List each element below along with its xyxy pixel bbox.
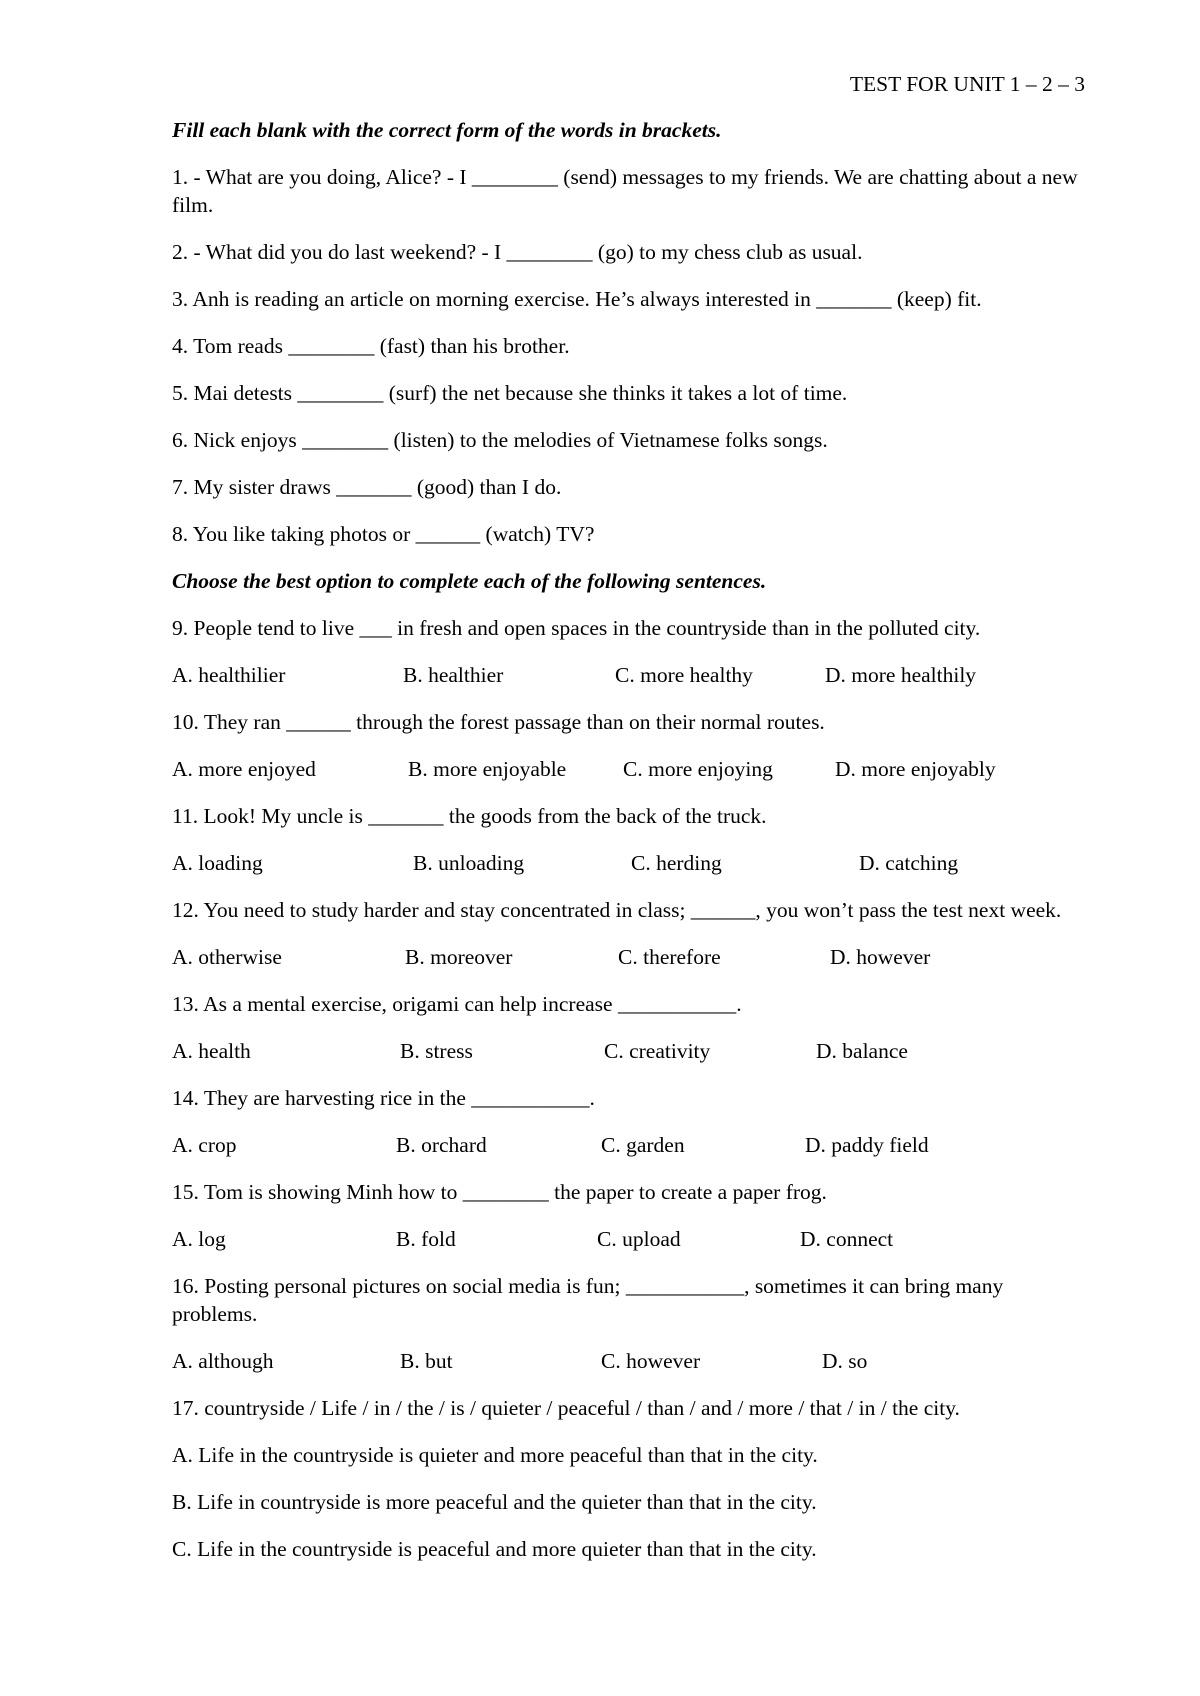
mc-options	[172, 1347, 1092, 1375]
option-b: B. but	[400, 1349, 453, 1373]
mc-options	[172, 943, 1092, 971]
option-c: C. herding	[631, 851, 722, 875]
test-title: TEST FOR UNIT 1 – 2 – 3	[849, 72, 1085, 96]
option-c: C. upload	[597, 1227, 681, 1251]
rearrange-option-c: C. Life in the countryside is peaceful and more quieter than that in the city.	[172, 1537, 817, 1561]
option-b: B. moreover	[405, 945, 513, 969]
mc-options	[172, 1131, 1092, 1159]
option-d: D. paddy field	[805, 1133, 929, 1157]
fill-instruction: Fill each blank with the correct form of the words in brackets.	[172, 118, 722, 142]
option-a: A. more enjoyed	[172, 757, 316, 781]
fill-question: 4. Tom reads ________ (fast) than his brother.	[172, 334, 570, 358]
option-c: C. more healthy	[615, 663, 753, 687]
option-a: A. log	[172, 1227, 226, 1251]
mc-question-stem: 10. They ran ______ through the forest passage than on their normal routes.	[172, 710, 825, 734]
option-c: C. more enjoying	[623, 757, 773, 781]
option-d: D. connect	[800, 1227, 894, 1251]
option-b: B. healthier	[403, 663, 504, 687]
option-a: A. crop	[172, 1133, 237, 1157]
option-b: B. more enjoyable	[408, 757, 567, 781]
option-b: B. orchard	[396, 1133, 487, 1157]
option-d: D. more enjoyably	[835, 757, 996, 781]
option-b: B. stress	[400, 1039, 473, 1063]
option-d: D. catching	[859, 851, 959, 875]
option-a: A. health	[172, 1039, 251, 1063]
option-c: C. creativity	[604, 1039, 711, 1063]
rearrange-question-stem: 17. countryside / Life / in / the / is / quieter / peaceful / than / and / more / that / in / the city.	[172, 1396, 960, 1420]
mc-question-stem: 16. Posting personal pictures on social media is fun; ___________, sometimes it can bring many problems.	[172, 1274, 1004, 1326]
rearrange-option-a: A. Life in the countryside is quieter and more peaceful than that in the city.	[172, 1443, 818, 1467]
rearrange-option-b: B. Life in countryside is more peaceful and the quieter than that in the city.	[172, 1490, 817, 1514]
option-a: A. loading	[172, 851, 263, 875]
fill-question: 2. - What did you do last weekend? - I ________ (go) to my chess club as usual.	[172, 240, 863, 264]
mc-question-stem: 15. Tom is showing Minh how to ________ the paper to create a paper frog.	[172, 1180, 827, 1204]
option-d: D. balance	[816, 1039, 908, 1063]
fill-question: 7. My sister draws _______ (good) than I do.	[172, 475, 562, 499]
option-b: B. unloading	[413, 851, 525, 875]
fill-question: 5. Mai detests ________ (surf) the net because she thinks it takes a lot of time.	[172, 381, 848, 405]
mc-options	[172, 661, 1092, 689]
fill-question: 8. You like taking photos or ______ (watch) TV?	[172, 522, 595, 546]
option-a: A. otherwise	[172, 945, 282, 969]
worksheet-content	[172, 116, 1092, 1582]
mc-question-stem: 9. People tend to live ___ in fresh and open spaces in the countryside than in the polluted city.	[172, 616, 981, 640]
mc-question-stem: 13. As a mental exercise, origami can help increase ___________.	[172, 992, 742, 1016]
option-c: C. however	[601, 1349, 701, 1373]
mc-options	[172, 1225, 1092, 1253]
option-a: A. healthilier	[172, 663, 286, 687]
option-d: D. so	[822, 1349, 868, 1373]
fill-question: 6. Nick enjoys ________ (listen) to the melodies of Vietnamese folks songs.	[172, 428, 828, 452]
option-b: B. fold	[396, 1227, 456, 1251]
fill-question: 1. - What are you doing, Alice? - I ________ (send) messages to my friends. We are chatting about a new film.	[172, 165, 1078, 217]
option-a: A. although	[172, 1349, 274, 1373]
mc-options	[172, 1037, 1092, 1065]
option-c: C. garden	[601, 1133, 685, 1157]
mc-options	[172, 849, 1092, 877]
fill-question: 3. Anh is reading an article on morning exercise. He’s always interested in _______ (keep) fit.	[172, 287, 982, 311]
option-d: D. more healthily	[825, 663, 977, 687]
mc-question-stem: 14. They are harvesting rice in the ___________.	[172, 1086, 595, 1110]
mc-options	[172, 755, 1092, 783]
mc-question-stem: 12. You need to study harder and stay concentrated in class; ______, you won’t pass the test next week.	[172, 898, 1062, 922]
option-c: C. therefore	[618, 945, 721, 969]
mc-question-stem: 11. Look! My uncle is _______ the goods from the back of the truck.	[172, 804, 767, 828]
choose-instruction: Choose the best option to complete each of the following sentences.	[172, 569, 767, 593]
option-d: D. however	[830, 945, 931, 969]
